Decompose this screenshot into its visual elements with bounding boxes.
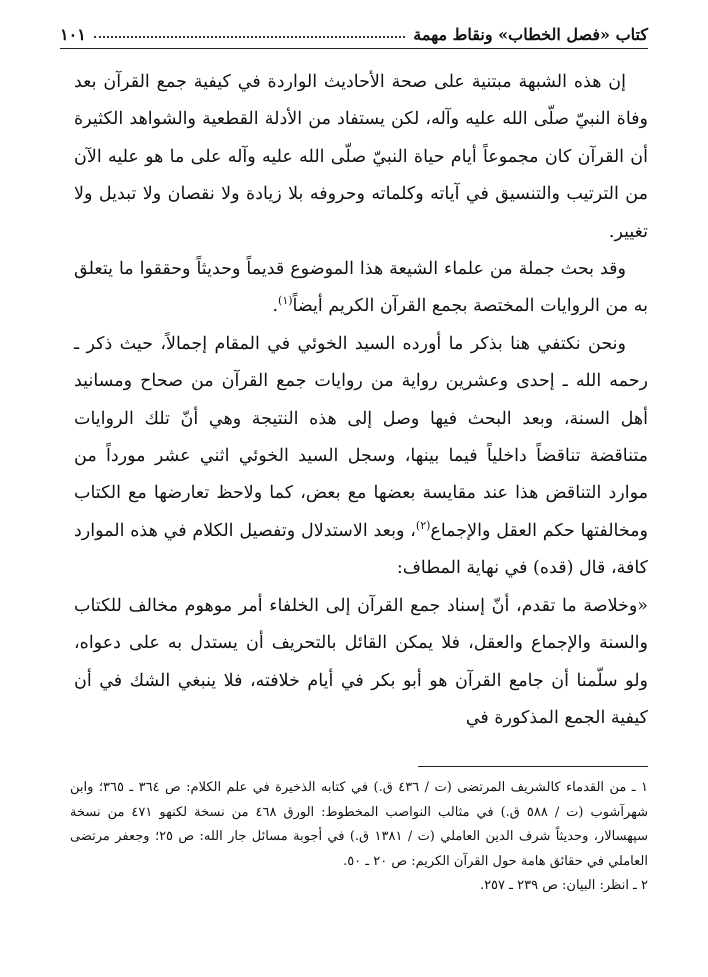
footnote-1: ١ ـ من القدماء كالشريف المرتضى (ت / ٤٣٦ ق.) في كتابه الذخيرة في علم الكلام: ص ٣٦٤ ـ ٣٦٥؛ وابن شهرآشوب (ت / ٥٨٨ ق.) في مثالب النواصب المخطوط: الورق ٤٦٨ من نسخة لكنهو ٤٧١ من نسخة سپهسالار، وحديثاً شرف الدين العاملي (ت / ١٣٨١ ق.) في أجوبة مسائل جار الله: ص ٢٥؛ وجعفر مرتضى العاملي في حقائق هامة حول القرآن الكريم: ص ٢٠ ـ ٥٠. (70, 780, 649, 869)
paragraph-3-text-b: ، وبعد الاستدلال وتفصيل الكلام في هذه الموارد كافة، قال (قده) في نهاية المطاف: (74, 520, 648, 579)
paragraph-2-text: وقد بحث جملة من علماء الشيعة هذا الموضوع قديماً وحديثاً وحققوا ما يتعلق به من الروايات المختصة بجمع القرآن الكريم أيضاً (74, 259, 648, 317)
block-quote: «وخلاصة ما تقدم، أنّ إسناد جمع القرآن إلى الخلفاء أمر موهوم مخالف للكتاب والسنة والإجماع والعقل، فلا يمكن القائل بالتحريف أن يستدل به على دعواه، ولو سلّمنا أن جامع القرآن هو أبو بكر في أيام خلافته، فلا ينبغي الشك في أن كيفية الجمع المذكورة في (74, 595, 648, 728)
paragraph-3 (74, 326, 648, 588)
header-dot-leader (94, 36, 405, 38)
paragraph-2: وقد بحث جملة من علماء الشيعة هذا الموضوع قديماً وحديثاً وحققوا ما يتعلق به من الروايات المختصة بجمع القرآن الكريم أيضاً$^{(١)}$. (74, 259, 648, 317)
header-title: كتاب «فصل الخطاب» ونقاط مهمة (413, 25, 648, 44)
footnote-ref-2[interactable]: (٢) (415, 519, 431, 533)
header-rule (60, 48, 648, 49)
footnote-ref-1[interactable]: (١) (278, 294, 293, 308)
paragraph-1: إن هذه الشبهة مبتنية على صحة الأحاديث الواردة في كيفية جمع القرآن بعد وفاة النبيّ صلّى الله عليه وآله، لكن يستفاد من الأدلة القطعية والشواهد الكثيرة أن القرآن كان مجموعاً أيام حياة النبيّ صلّى الله عليه وآله على ما هو عليه الآن من الترتيب والتنسيق في آياته وكلماته وحروفه بلا زيادة ولا نقصان ولا تبديل ولا تغيير. (74, 72, 648, 242)
running-header (60, 18, 648, 44)
paragraph-3-text-a: ونحن نكتفي هنا بذكر ما أورده السيد الخوئي في المقام إجمالاً، حيث ذكر ـ رحمه الله ـ إحدى وعشرين رواية من روايات جمع القرآن من صحاح ومسانيد أهل السنة، وبعد البحث فيها وصل إلى هذه النتيجة وهي أنّ تلك الروايات متناقضة تناقضاً داخلياً فيما بينها، وسجل السيد الخوئي اثني عشر مورداً من موارد التناقض هذا عند مقايسة بعضها مع بعض، كما ولاحظ تعارضها مع الكتاب ومخالفتها حكم العقل والإجماع (74, 333, 648, 541)
main-text (74, 64, 648, 737)
footnote-rule (418, 766, 648, 767)
page-number: ١٠١ (60, 25, 86, 44)
footnotes (70, 776, 648, 899)
footnote-2: ٢ ـ انظر: البيان: ص ٢٣٩ ـ ٢٥٧. (479, 878, 648, 893)
